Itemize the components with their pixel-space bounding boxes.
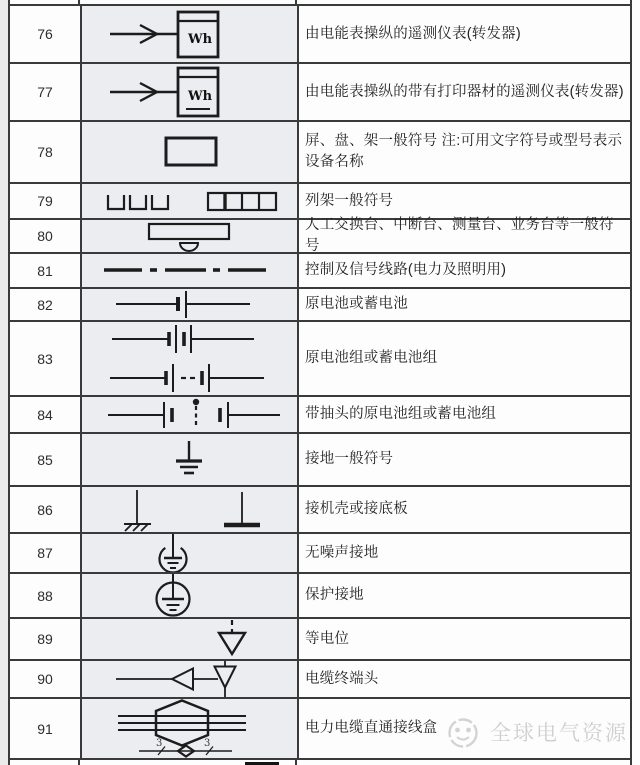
table-row: [10, 322, 630, 397]
description: 接地一般符号: [305, 451, 394, 467]
description-cell: [299, 184, 630, 218]
row-number: 90: [37, 671, 53, 687]
symbol-cell: [82, 487, 299, 532]
wh-telemetering-instrument-icon: [82, 6, 297, 62]
wh-telemetering-instrument-printer-icon: [82, 64, 297, 120]
row-number: 76: [37, 26, 53, 42]
symbol-cell: [82, 322, 299, 395]
row-number: 81: [37, 262, 53, 279]
row-number: 84: [37, 406, 53, 423]
symbol-cell: [82, 64, 299, 120]
row-number-cell: [10, 322, 82, 395]
protective-earth-icon: [82, 574, 297, 617]
table-row: [10, 289, 630, 322]
row-number-cell: [10, 289, 82, 320]
next-row-symbol-fragment: [245, 762, 279, 765]
cable-termination-icon: [82, 661, 297, 697]
description: 列架一般符号: [305, 192, 394, 209]
electrical-symbol-table: [8, 4, 632, 760]
description-cell: [299, 6, 630, 62]
grid-line-stub: [295, 760, 297, 765]
symbol-cell: [82, 254, 299, 287]
tapped-battery-group-icon: [82, 397, 297, 432]
wh-label: Wh: [188, 89, 213, 104]
battery-group-icon: [82, 322, 297, 395]
panel-cabinet-rack-icon: [82, 122, 297, 182]
table-row: [10, 397, 630, 434]
noiseless-earth-icon: [82, 534, 297, 572]
description-cell: [299, 64, 630, 120]
table-row: [10, 217, 630, 254]
earth-ground-icon: [82, 434, 297, 485]
row-number: 79: [37, 193, 53, 209]
row-number: 87: [37, 545, 53, 561]
table-row: [10, 661, 630, 699]
description: 无噪声接地: [305, 544, 379, 561]
tick-label: 3: [156, 738, 163, 749]
symbol-cell: [82, 534, 299, 572]
table-row: [10, 254, 630, 289]
row-number: 77: [37, 84, 53, 100]
table-row: [10, 534, 630, 574]
symbol-cell: [82, 574, 299, 617]
description-cell: [299, 254, 630, 287]
row-number-cell: [10, 220, 82, 252]
tick-label: 3: [204, 738, 211, 749]
description: 接机壳或接底板: [305, 501, 408, 517]
description: 等电位: [305, 630, 350, 647]
row-number-cell: [10, 122, 82, 182]
table-row: [10, 6, 630, 64]
description: 带抽头的原电池组或蓄电池组: [305, 406, 497, 422]
row-number-cell: [10, 64, 82, 120]
row-number-cell: [10, 254, 82, 287]
chassis-frame-ground-icon: [82, 487, 297, 532]
symbol-cell: [82, 619, 299, 659]
manual-switchboard-icon: [82, 220, 297, 252]
row-number-cell: [10, 534, 82, 572]
description-cell: [299, 487, 630, 532]
description: 屏、盘、架一般符号 注:可用文字符号或型号表示设备名称: [305, 133, 623, 170]
row-number: 89: [37, 631, 53, 647]
table-row: [10, 64, 630, 122]
grid-line-stub: [630, 760, 632, 765]
control-signal-line-icon: [82, 254, 297, 287]
description: 控制及信号线路(电力及照明用): [305, 262, 507, 278]
description-cell: [299, 217, 630, 254]
row-number-cell: [10, 6, 82, 62]
symbol-cell: [82, 397, 299, 432]
table-row: [10, 487, 630, 534]
symbol-cell: [82, 289, 299, 320]
description: 由电能表操纵的带有打印器材的遥测仪表(转发器): [305, 83, 624, 100]
row-number: 88: [37, 587, 53, 604]
description: 电缆终端头: [305, 670, 379, 687]
mascot-face-logo-icon: [444, 713, 482, 751]
description-cell: [299, 534, 630, 572]
description: 原电池组或蓄电池组: [305, 350, 438, 366]
table-bottom-crop: [8, 760, 632, 765]
power-cable-through-joint-box-icon: [82, 699, 297, 758]
table-row: [10, 574, 630, 619]
description: 由电能表操纵的遥测仪表(转发器): [305, 25, 521, 42]
watermark: [444, 710, 636, 754]
description-cell: [299, 661, 630, 697]
row-number: 91: [37, 720, 53, 737]
symbol-cell: [82, 661, 299, 697]
description: 人工交换台、中断台、测量台、业务台等一般符号: [305, 217, 614, 254]
equipotential-icon: [82, 619, 297, 659]
page-left-margin: [0, 0, 8, 765]
battery-cell-icon: [82, 289, 297, 320]
description-cell: [299, 619, 630, 659]
wh-label: Wh: [188, 32, 213, 47]
description-cell: [299, 397, 630, 432]
row-number: 86: [37, 501, 53, 518]
row-number-cell: [10, 574, 82, 617]
row-number: 83: [37, 350, 53, 367]
row-number-cell: [10, 699, 82, 758]
description-cell: [299, 289, 630, 320]
row-number-cell: [10, 434, 82, 485]
description-cell: [299, 434, 630, 485]
symbol-cell: [82, 6, 299, 62]
row-number: 85: [37, 451, 53, 468]
symbol-cell: [82, 220, 299, 252]
description-cell: [299, 322, 630, 395]
description-cell: [299, 574, 630, 617]
description-cell: [299, 122, 630, 182]
rack-row-icon: [82, 184, 297, 218]
grid-line-stub: [78, 760, 80, 765]
row-number-cell: [10, 397, 82, 432]
symbol-cell: [82, 122, 299, 182]
row-number-cell: [10, 661, 82, 697]
description: 保护接地: [305, 587, 364, 603]
description: 原电池或蓄电池: [305, 296, 408, 312]
table-row: [10, 122, 630, 184]
row-number: 80: [37, 228, 53, 244]
row-number-cell: [10, 184, 82, 218]
row-number-cell: [10, 619, 82, 659]
grid-line-stub: [8, 760, 10, 765]
table-row: [10, 434, 630, 487]
row-number: 82: [37, 296, 53, 313]
symbol-cell: [82, 434, 299, 485]
symbol-cell: [82, 699, 299, 758]
table-row: [10, 619, 630, 661]
row-number: 78: [37, 144, 53, 160]
description: 电力电缆直通接线盒: [305, 720, 438, 736]
symbol-cell: [82, 184, 299, 218]
watermark-text: 全球电气资源: [490, 722, 628, 745]
row-number-cell: [10, 487, 82, 532]
